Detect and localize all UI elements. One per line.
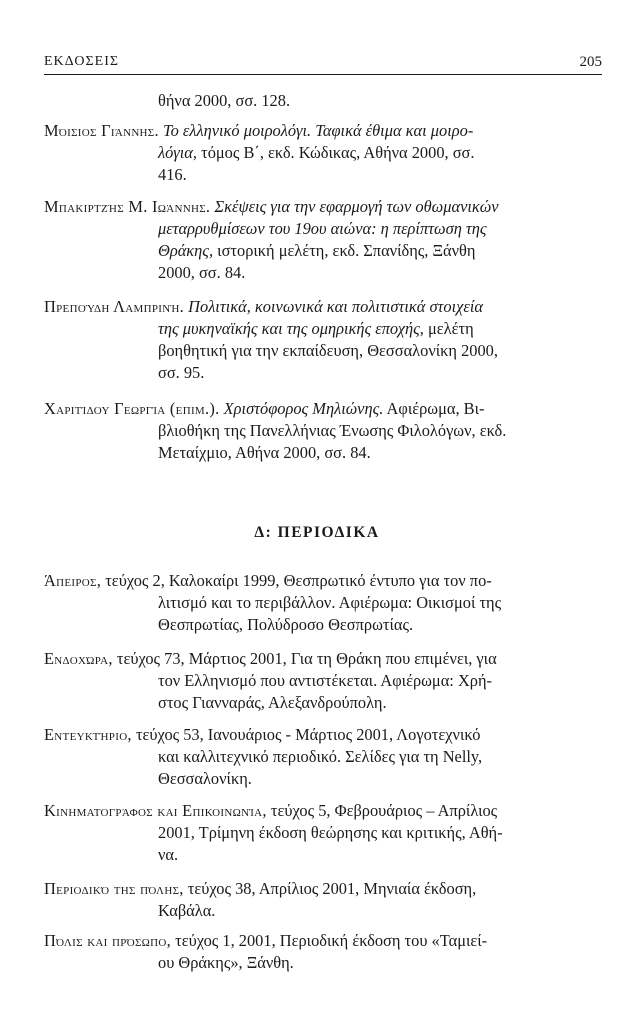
- periodical-line: ου Θράκης», Ξάνθη.: [158, 953, 294, 972]
- periodical-name: Άπειρος,: [44, 571, 102, 590]
- periodical-entry: [44, 724, 602, 790]
- periodical-name: Πόλις και πρόσωπο,: [44, 931, 172, 950]
- periodical-line: Καβάλα.: [158, 901, 216, 920]
- periodical-details: τεύχος 73, Μάρτιος 2001, Για τη Θράκη που επιμένει, για: [112, 649, 497, 668]
- periodical-entry: [44, 878, 602, 922]
- entry-title: λόγια,: [158, 143, 198, 162]
- periodical-details: τεύχος 1, 2001, Περιοδική έκδοση του «Ταμιεί-: [171, 931, 488, 950]
- entry-line: βοηθητική για την εκπαίδευση, Θεσσαλονίκη 2000,: [158, 341, 498, 360]
- entry-title: Θράκης,: [158, 241, 214, 260]
- entry-details: τόμος Β΄, εκδ. Κώδικας, Αθήνα 2000, σσ.: [197, 143, 475, 162]
- periodical-details: τεύχος 5, Φεβρουάριος – Απρίλιος: [266, 801, 498, 820]
- periodical-line: και καλλιτεχνικό περιοδικό. Σελίδες για τη Nelly,: [158, 747, 483, 766]
- entry-title: Το ελληνικό μοιρολόγι. Ταφικά έθιμα και μοιρο-: [163, 121, 474, 140]
- periodical-entry: [44, 800, 602, 866]
- entry-details: μελέτη: [423, 319, 474, 338]
- periodical-name: Ενδοχώρα,: [44, 649, 113, 668]
- periodical-line: λιτισμό και το περιβάλλον. Αφιέρωμα: Οικισμοί της: [158, 593, 502, 612]
- periodical-name: Κινηματογράφος και Επικοινωνία,: [44, 801, 267, 820]
- periodical-entry: [44, 648, 602, 714]
- periodical-line: να.: [158, 845, 179, 864]
- periodical-line: Θεσσαλονίκη.: [158, 769, 252, 788]
- periodical-entry: [44, 930, 602, 974]
- periodical-name: Εντευκτήριο,: [44, 725, 132, 744]
- periodical-details: τεύχος 2, Καλοκαίρι 1999, Θεσπρωτικό έντυπο για τον πο-: [101, 571, 492, 590]
- entry-line: 416.: [158, 165, 187, 184]
- entry-author: Μόισιος Γιάννης.: [44, 121, 159, 140]
- entry-author: Μπακιρτζής Μ. Ιωάννης.: [44, 197, 211, 216]
- entry-details: ιστορική μελέτη, εκδ. Σπανίδης, Ξάνθη: [213, 241, 476, 260]
- entry-author: Πρεπούδη Λαμπρινή.: [44, 297, 185, 316]
- periodical-details: τεύχος 38, Απρίλιος 2001, Μηνιαία έκδοση,: [183, 879, 477, 898]
- entry-author: Χαριτίδου Γεωργία (επιμ.).: [44, 399, 220, 418]
- entry-title: της μυκηναϊκής και της ομηρικής εποχής,: [158, 319, 424, 338]
- periodical-entry: [44, 570, 602, 636]
- entry-title: μεταρρυθμίσεων του 19ου αιώνα: η περίπτωση της: [158, 219, 487, 238]
- entry-title: Πολιτικά, κοινωνικά και πολιτιστικά στοιχεία: [188, 297, 483, 316]
- running-head: ΕΚΔΟΣΕΙΣ: [44, 54, 120, 69]
- entry-line: βλιοθήκη της Πανελλήνιας Ένωσης Φιλολόγων, εκδ.: [158, 421, 507, 440]
- periodical-line: 2001, Τρίμηνη έκδοση θεώρησης και κριτικής, Αθή-: [158, 823, 503, 842]
- entry-line: σσ. 95.: [158, 363, 205, 382]
- entry-line: Μεταίχμιο, Αθήνα 2000, σσ. 84.: [158, 443, 371, 462]
- page-number: 205: [579, 54, 602, 70]
- periodical-name: Περιοδικό της πόλης,: [44, 879, 184, 898]
- page-header: [44, 54, 602, 75]
- bibliography-entry: [44, 196, 602, 284]
- periodical-details: τεύχος 53, Ιανουάριος - Μάρτιος 2001, Λογοτεχνικό: [131, 725, 481, 744]
- bibliography-entry: [44, 120, 602, 186]
- periodical-line: Θεσπρωτίας, Πολύδροσο Θεσπρωτίας.: [158, 615, 414, 634]
- bibliography-entry: [44, 398, 602, 464]
- periodical-line: τον Ελληνισμό που αντιστέκεται. Αφιέρωμα: Χρή-: [158, 671, 492, 690]
- bibliography-entry: [44, 296, 602, 384]
- bibliography-entry-continued: [44, 90, 602, 112]
- entry-line: 2000, σσ. 84.: [158, 263, 246, 282]
- periodical-line: στος Γιανναράς, Αλεξανδρούπολη.: [158, 693, 387, 712]
- section-heading: Δ: ΠΕΡΙΟΔΙΚΑ: [254, 524, 380, 541]
- entry-title: Σκέψεις για την εφαρμογή των οθωμανικών: [214, 197, 499, 216]
- entry-details: Αφιέρωμα, Βι-: [383, 399, 485, 418]
- entry-line: θήνα 2000, σσ. 128.: [158, 91, 291, 110]
- entry-title: Χριστόφορος Μηλιώνης.: [223, 399, 384, 418]
